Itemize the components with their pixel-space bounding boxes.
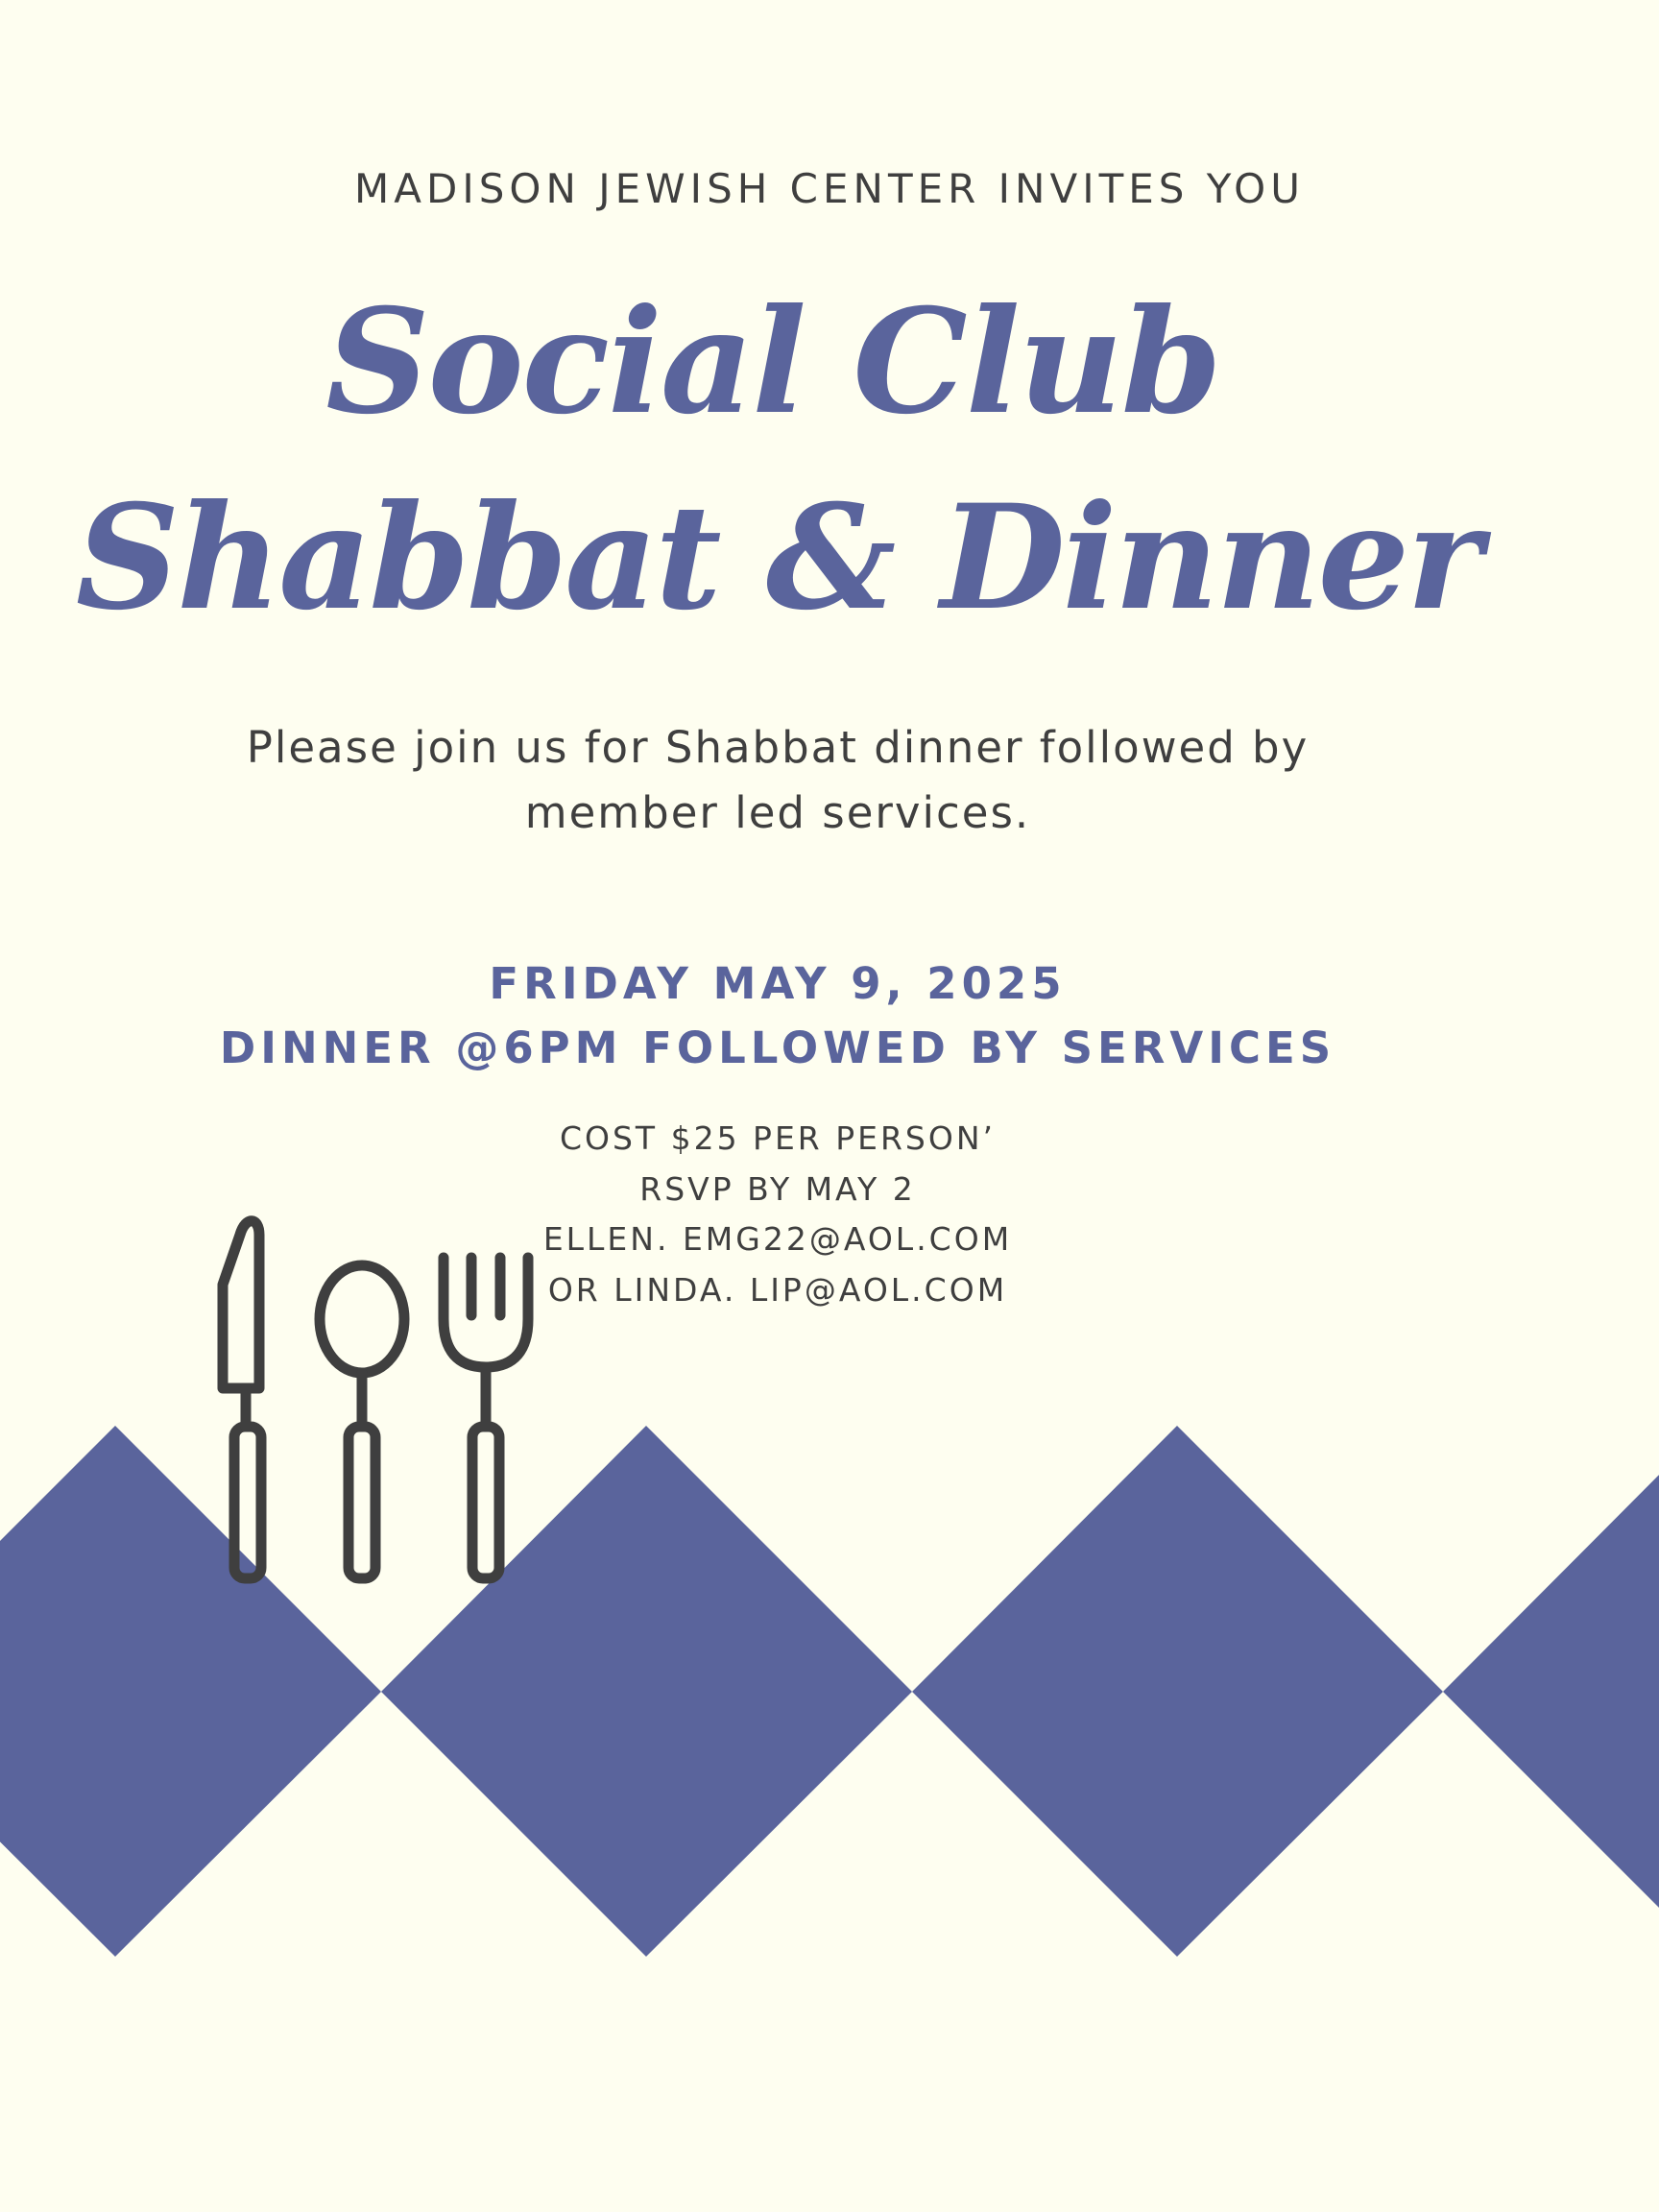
- cost-line: COST $25 PER PERSON’: [559, 1119, 997, 1157]
- contact-ellen: ELLEN. EMG22@AOL.COM: [542, 1220, 1013, 1258]
- diamond-shape: [1443, 1426, 1659, 1957]
- cutlery-illustration: [211, 1210, 538, 1594]
- event-date: FRIDAY MAY 9, 2025: [489, 958, 1067, 1009]
- title-line-social-club: Social Club: [325, 277, 1220, 446]
- intro-line: member led services.: [524, 787, 1031, 838]
- diamond-shape: [912, 1426, 1443, 1957]
- intro-line: Please join us for Shabbat dinner followed by: [246, 722, 1310, 773]
- invitation-intro: [0, 715, 1659, 846]
- spoon-icon: [320, 1265, 404, 1578]
- event-time: DINNER @6PM FOLLOWED BY SERVICES: [219, 1022, 1336, 1073]
- rsvp-line: RSVP BY MAY 2: [639, 1169, 916, 1208]
- fork-icon: [444, 1258, 528, 1578]
- title-line-shabbat-dinner: Shabbat & Dinner: [75, 473, 1480, 642]
- knife-icon: [223, 1221, 261, 1578]
- invitation-kicker: MADISON JEWISH CENTER INVITES YOU: [354, 165, 1305, 212]
- contact-linda: OR LINDA. LIP@AOL.COM: [547, 1270, 1008, 1309]
